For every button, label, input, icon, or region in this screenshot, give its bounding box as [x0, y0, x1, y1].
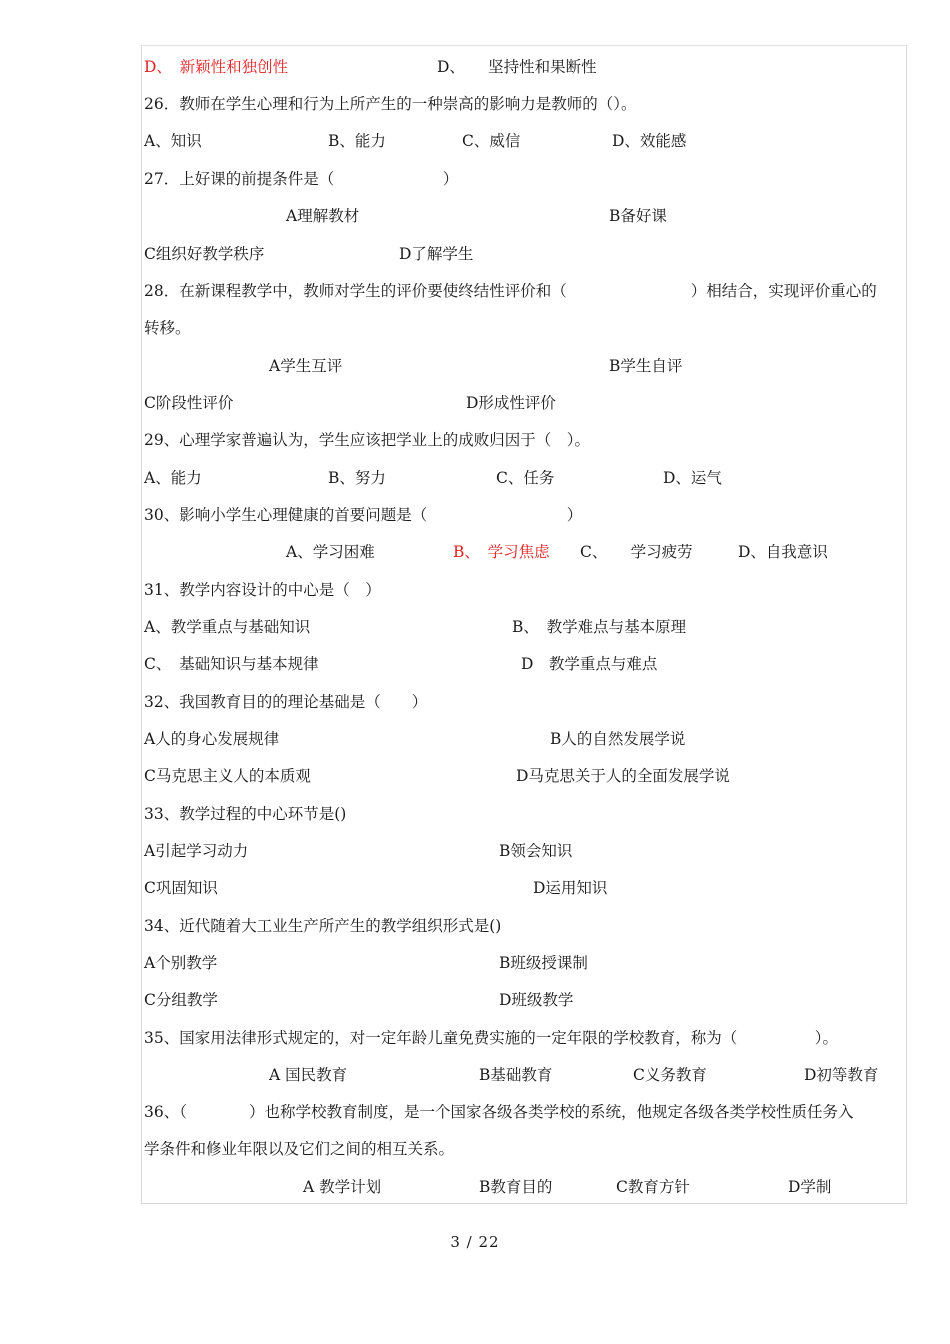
option-a: A学生互评	[269, 357, 343, 375]
option-a: A、学习困难	[286, 543, 375, 561]
option-a: A 国民教育	[269, 1066, 348, 1084]
question-29-stem	[144, 429, 908, 451]
question-26-stem	[144, 93, 908, 115]
question-26-options	[144, 130, 908, 152]
question-33-options-row1	[144, 840, 908, 862]
question-text: 35、国家用法律形式规定的，对一定年龄儿童免费实施的一定年限的学校教育，称为（ ）。	[144, 1029, 838, 1047]
option-c: C、 学习疲劳	[580, 543, 693, 561]
option-b: B教育目的	[479, 1178, 553, 1196]
option-a: A引起学习动力	[144, 842, 249, 860]
question-text: 27．上好课的前提条件是（ ）	[144, 170, 459, 188]
option-b: B基础教育	[479, 1066, 553, 1084]
page-number: 3 / 22	[450, 1233, 500, 1251]
question-28-stem	[144, 280, 908, 302]
option-d: D初等教育	[804, 1066, 879, 1084]
question-30-options	[144, 541, 908, 563]
option-c: C、 基础知识与基本规律	[144, 655, 319, 673]
option-a: A 教学计划	[303, 1178, 382, 1196]
question-text: 34、近代随着大工业生产所产生的教学组织形式是()	[144, 917, 502, 935]
option-b: B领会知识	[499, 842, 573, 860]
option-c: C教育方针	[616, 1178, 690, 1196]
option-c: C义务教育	[633, 1066, 707, 1084]
option-c: C分组教学	[144, 991, 218, 1009]
option-a: A人的身心发展规律	[144, 730, 280, 748]
option-c: C马克思主义人的本质观	[144, 767, 311, 785]
option-d: D、自我意识	[738, 543, 828, 561]
option-b: B人的自然发展学说	[550, 730, 686, 748]
question-28-stem-cont	[144, 317, 908, 339]
question-text-cont: 学条件和修业年限以及它们之间的相互关系。	[144, 1140, 455, 1158]
option-c: C组织好教学秩序	[144, 245, 265, 263]
option-d: D形成性评价	[466, 394, 556, 412]
option-d: D、效能感	[612, 132, 687, 150]
option-a: A、教学重点与基础知识	[144, 618, 311, 636]
option-b: B、 教学难点与基本原理	[512, 618, 687, 636]
option-b: B、能力	[328, 132, 386, 150]
question-34-stem	[144, 915, 908, 937]
question-27-stem	[144, 168, 908, 190]
question-text: 33、教学过程的中心环节是()	[144, 805, 347, 823]
question-35-stem	[144, 1027, 908, 1049]
option-d: D、 坚持性和果断性	[437, 58, 597, 76]
option-b: B、努力	[328, 469, 386, 487]
question-text: 30、影响小学生心理健康的首要问题是（ ）	[144, 506, 583, 524]
question-33-options-row2	[144, 877, 908, 899]
question-text: 36、（ ）也称学校教育制度，是一个国家各级各类学校的系统，他规定各级各类学校性质任务入	[144, 1103, 854, 1121]
option-d: D运用知识	[533, 879, 608, 897]
question-text: 28．在新课程教学中，教师对学生的评价要使终结性评价和（ ）相结合，实现评价重心的	[144, 282, 877, 300]
option-a: A个别教学	[144, 954, 218, 972]
question-35-options	[144, 1064, 908, 1086]
question-28-options-row2	[144, 392, 908, 414]
question-31-options-row2	[144, 653, 908, 675]
option-b: B备好课	[609, 207, 667, 225]
option-a: A、知识	[144, 132, 202, 150]
option-d: D、运气	[663, 469, 722, 487]
question-29-options	[144, 467, 908, 489]
question-34-options-row2	[144, 989, 908, 1011]
option-a: A理解教材	[286, 207, 360, 225]
question-33-stem	[144, 803, 908, 825]
question-36-stem-cont	[144, 1138, 908, 1160]
question-32-options-row1	[144, 728, 908, 750]
option-c: C、威信	[462, 132, 521, 150]
question-text: 31、教学内容设计的中心是（ ）	[144, 581, 381, 599]
question-36-stem	[144, 1101, 908, 1123]
question-36-options	[144, 1176, 908, 1198]
option-d: D班级教学	[499, 991, 574, 1009]
option-d: D了解学生	[399, 245, 474, 263]
option-c: C阶段性评价	[144, 394, 234, 412]
question-30-stem	[144, 504, 908, 526]
option-c: C巩固知识	[144, 879, 218, 897]
question-34-options-row1	[144, 952, 908, 974]
question-32-options-row2	[144, 765, 908, 787]
option-b-answer: B、 学习焦虑	[453, 543, 550, 561]
option-b: B班级授课制	[499, 954, 588, 972]
question-32-stem	[144, 691, 908, 713]
question-25-options	[144, 56, 908, 78]
question-text: 26．教师在学生心理和行为上所产生的一种崇高的影响力是教师的（）。	[144, 95, 637, 113]
option-d: D 教学重点与难点	[521, 655, 658, 673]
question-text-cont: 转移。	[144, 319, 191, 337]
question-31-options-row1	[144, 616, 908, 638]
option-a: A、能力	[144, 469, 202, 487]
option-d: D学制	[788, 1178, 832, 1196]
question-27-options-row1	[144, 205, 908, 227]
option-b: B学生自评	[609, 357, 683, 375]
question-27-options-row2	[144, 243, 908, 265]
option-d-answer: D、 新颖性和独创性	[144, 58, 289, 76]
question-28-options-row1	[144, 355, 908, 377]
option-d: D马克思关于人的全面发展学说	[516, 767, 730, 785]
question-text: 32、我国教育目的的理论基础是（ ）	[144, 693, 428, 711]
question-text: 29、心理学家普遍认为，学生应该把学业上的成败归因于（ ）。	[144, 431, 590, 449]
question-31-stem	[144, 579, 908, 601]
option-c: C、任务	[496, 469, 555, 487]
